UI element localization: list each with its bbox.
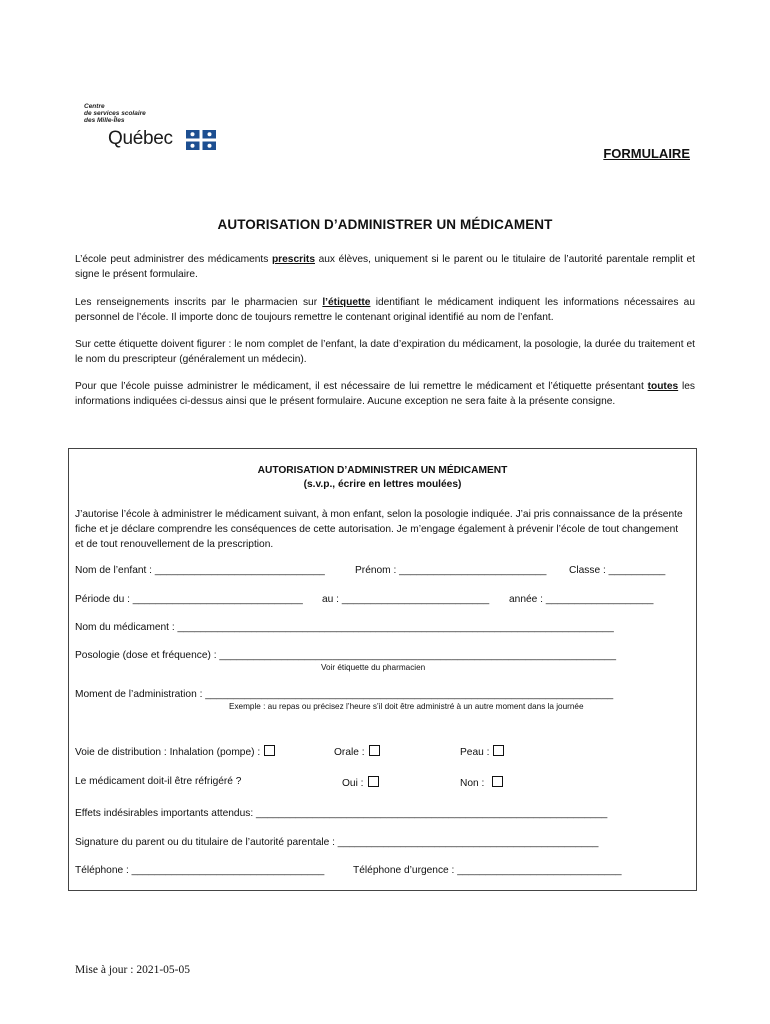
route-label: Voie de distribution : Inhalation (pompe) : <box>75 747 261 758</box>
route-inhalation-option[interactable] <box>75 745 275 758</box>
logo-wordmark: Québec <box>108 128 173 149</box>
no-checkbox[interactable] <box>492 776 503 787</box>
authorization-form-box <box>68 448 697 891</box>
field-class[interactable]: Classe : __________ <box>569 565 666 576</box>
emphasis-toutes: toutes <box>647 381 679 392</box>
form-intro: J’autorise l’école à administrer le médicament suivant, à mon enfant, selon la posologie indiquée. J’ai pris connaissance de la présente fiche et je déclare comprendre les conséquences de cette autorisation. Je m’engage également à prévenir l’école de tout changement et de tout renouvellement de la prescription. <box>75 509 683 550</box>
logo-line-3: des Mille-Îles <box>84 117 125 124</box>
logo-line-1: Centre <box>84 103 105 110</box>
quebec-flag-icon <box>186 130 216 150</box>
administration-time-hint: Exemple : au repas ou précisez l’heure s’il doit être administré à un autre moment dans la journée <box>229 702 584 711</box>
field-first-name[interactable]: Prénom : __________________________ <box>355 565 547 576</box>
form-subtitle: (s.v.p., écrire en lettres moulées) <box>303 479 462 490</box>
field-parent-signature[interactable]: Signature du parent ou du titulaire de l’autorité parentale : ______________________________________________ <box>75 837 599 848</box>
field-year[interactable]: année : ___________________ <box>509 594 654 605</box>
skin-checkbox[interactable] <box>493 745 504 756</box>
field-child-name[interactable]: Nom de l’enfant : ______________________________ <box>75 565 325 576</box>
route-skin-option[interactable]: Peau : <box>460 745 504 758</box>
emphasis-prescrits: prescrits <box>271 254 315 265</box>
route-oral-option[interactable]: Orale : <box>334 745 380 758</box>
field-phone[interactable]: Téléphone : __________________________________ <box>75 865 325 876</box>
emphasis-etiquette: l’étiquette <box>322 297 371 308</box>
field-dosage[interactable]: Posologie (dose et fréquence) : ______________________________________________________________________ <box>75 650 617 661</box>
field-emergency-phone[interactable]: Téléphone d’urgence : _____________________________ <box>353 865 622 876</box>
oral-checkbox[interactable] <box>369 745 380 756</box>
logo-line-2: de services scolaire <box>84 110 146 117</box>
field-period-from[interactable]: Période du : ______________________________ <box>75 594 303 605</box>
paragraph-requirements: Pour que l’école puisse administrer le médicament, il est nécessaire de lui remettre le médicament et l’étiquette présentant toutes les informations indiquées ci-dessus ainsi que le présent formulaire. Aucune exception ne sera faite à la présente consigne. <box>75 381 695 407</box>
form-label: FORMULAIRE <box>603 146 690 161</box>
field-administration-time[interactable]: Moment de l’administration : ________________________________________________________________________ <box>75 689 614 700</box>
logo-organization <box>84 103 224 124</box>
yes-checkbox[interactable] <box>368 776 379 787</box>
form-title: AUTORISATION D’ADMINISTRER UN MÉDICAMENT (s.v.p., écrire en lettres moulées) <box>69 464 696 492</box>
quebec-logo <box>84 103 224 153</box>
refrigeration-no-option[interactable]: Non : <box>460 776 503 789</box>
dosage-hint: Voir étiquette du pharmacien <box>321 663 426 672</box>
paragraph-label-content: Sur cette étiquette doivent figurer : le nom complet de l’enfant, la date d’expiration du médicament, la posologie, la durée du traitement et le nom du prescripteur (généralement un médecin). <box>75 339 695 365</box>
page-title: AUTORISATION D’ADMINISTRER UN MÉDICAMENT <box>217 217 553 232</box>
paragraph-label: Les renseignements inscrits par le pharmacien sur l’étiquette identifiant le médicament indiquent les informations nécessaires au personnel de l’école. Il importe donc de toujours remettre le contenant original identifié au nom de l’enfant. <box>75 297 695 323</box>
update-date: Mise à jour : 2021-05-05 <box>75 964 190 976</box>
refrigeration-question: Le médicament doit-il être réfrigéré ? <box>75 776 242 787</box>
inhalation-checkbox[interactable] <box>264 745 275 756</box>
refrigeration-yes-option[interactable]: Oui : <box>342 776 379 789</box>
paragraph-prescribed: L’école peut administrer des médicaments prescrits aux élèves, uniquement si le parent ou le titulaire de l’autorité parentale remplit et signe le présent formulaire. <box>75 254 695 280</box>
field-medication-name[interactable]: Nom du médicament : _____________________________________________________________________________ <box>75 622 614 633</box>
field-period-to[interactable]: au : __________________________ <box>322 594 490 605</box>
field-side-effects[interactable]: Effets indésirables importants attendus: ______________________________________________________________ <box>75 808 608 819</box>
